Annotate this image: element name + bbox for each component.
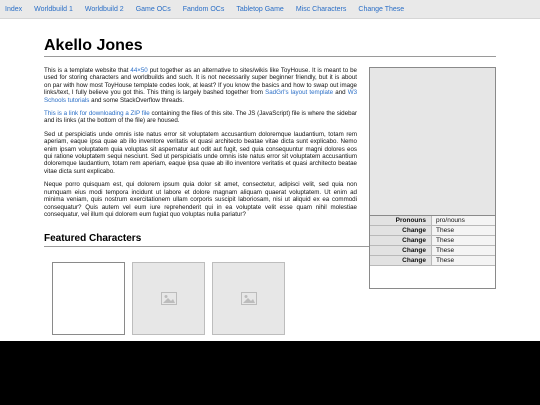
intro-text-d: and some StackOverflow threads. — [89, 96, 184, 104]
image-placeholder-icon — [161, 292, 177, 305]
featured-character-card[interactable] — [52, 262, 125, 335]
featured-character-card[interactable] — [132, 262, 205, 335]
infobox-row — [370, 216, 495, 226]
character-portrait — [370, 68, 495, 216]
nav-worldbuild-2[interactable]: Worldbuild 2 — [84, 5, 124, 13]
title-divider — [44, 56, 496, 57]
nav-fandom-ocs[interactable]: Fandom OCs — [182, 5, 225, 13]
infobox-row — [370, 226, 495, 236]
w3schools-link[interactable]: W3 Schools tutorials — [44, 89, 358, 104]
page-title: Akello Jones — [44, 37, 143, 54]
lorem-paragraph-2: Neque porro quisquam est, qui dolorem ipsum quia dolor sit amet, consectetur, adipisci velit, sed quia non numquam eius modi tempora incidunt ut labore et dolore magnam aliquam quaerat voluptatem. Ut enim ad minima veniam, quis nostrum exercitationem ullam corporis suscipit laboriosam, nisi ut aliquid ex ea commodi consequatur? Quis autem vel eum iure reprehenderit qui in ea voluptate velit esse quam nihil molestiae consequatur, vel illum qui dolorem eum fugiat quo voluptas nulla pariatur? — [44, 181, 357, 218]
zip-download-link[interactable]: This is a link for downloading a ZIP file — [44, 110, 150, 118]
infobox-row — [370, 246, 495, 256]
nav-tabletop-game[interactable]: Tabletop Game — [236, 5, 284, 13]
top-nav — [0, 0, 540, 19]
infobox-value: These — [432, 246, 495, 255]
featured-heading: Featured Characters — [44, 233, 142, 244]
infobox-key: Pronouns — [370, 216, 432, 225]
infobox-key: Change — [370, 246, 432, 255]
nav-game-ocs[interactable]: Game OCs — [135, 5, 171, 13]
intro-text-c: and — [333, 89, 348, 97]
intro-text-b: put together as an alternative to sites/wikis like ToyHouse. It is meant to be used for storing characters and worldbuilds and such. It is not necessarily super beginner friendly, but it is about on par with how most ToyHouse template codes look, at least? If you know the basics and how to swap out image links/text, I fully believe you got this. This thing is largely bashed together from — [44, 67, 357, 97]
intro-paragraph — [44, 67, 357, 104]
nav-index[interactable]: Index — [5, 5, 23, 13]
download-paragraph — [44, 110, 357, 125]
infobox-key: Change — [370, 236, 432, 245]
nav-worldbuild-1[interactable]: Worldbuild 1 — [34, 5, 73, 13]
black-background — [0, 341, 540, 405]
intro-text-a: This is a template website that — [44, 67, 131, 74]
page-content — [0, 19, 540, 341]
download-text: containing the files of this site. The JS (JavaScript) file is where the sidebar and its links (at the bottom of the file) are housed. — [44, 110, 358, 125]
lorem-paragraph-1: Sed ut perspiciatis unde omnis iste natus error sit voluptatem accusantium doloremque laudantium, totam rem aperiam, eaque ipsa quae ab illo inventore veritatis et quasi architecto beatae vitae dicta sunt explicabo. Nemo enim ipsam voluptatem quia voluptas sit aspernatur aut odit aut fugit, sed quia consequuntur magni dolores eos qui ratione voluptatem sequi nesciunt. Sed ut perspiciatis unde omnis iste natus error sit voluptatem accusantium doloremque laudantium, totam rem aperiam, eaque ipsa quae ab illo inventore veritatis et quasi architecto beatae vitae dicta sunt explicabo. — [44, 130, 357, 175]
infobox-value: These — [432, 226, 495, 235]
sadgrl-layout-link[interactable]: SadGrl's layout template — [265, 89, 334, 97]
main-text — [44, 67, 357, 224]
infobox-row — [370, 236, 495, 246]
infobox-row — [370, 256, 495, 266]
author-link[interactable]: 44×50 — [130, 67, 148, 74]
featured-character-card[interactable] — [212, 262, 285, 335]
character-infobox — [369, 67, 496, 289]
featured-divider — [44, 246, 369, 247]
nav-misc-characters[interactable]: Misc Characters — [295, 5, 347, 13]
image-placeholder-icon — [241, 292, 257, 305]
infobox-key: Change — [370, 256, 432, 265]
infobox-key: Change — [370, 226, 432, 235]
infobox-value: pro/nouns — [432, 216, 495, 225]
nav-change-these[interactable]: Change These — [358, 5, 405, 13]
infobox-value: These — [432, 256, 495, 265]
infobox-value: These — [432, 236, 495, 245]
